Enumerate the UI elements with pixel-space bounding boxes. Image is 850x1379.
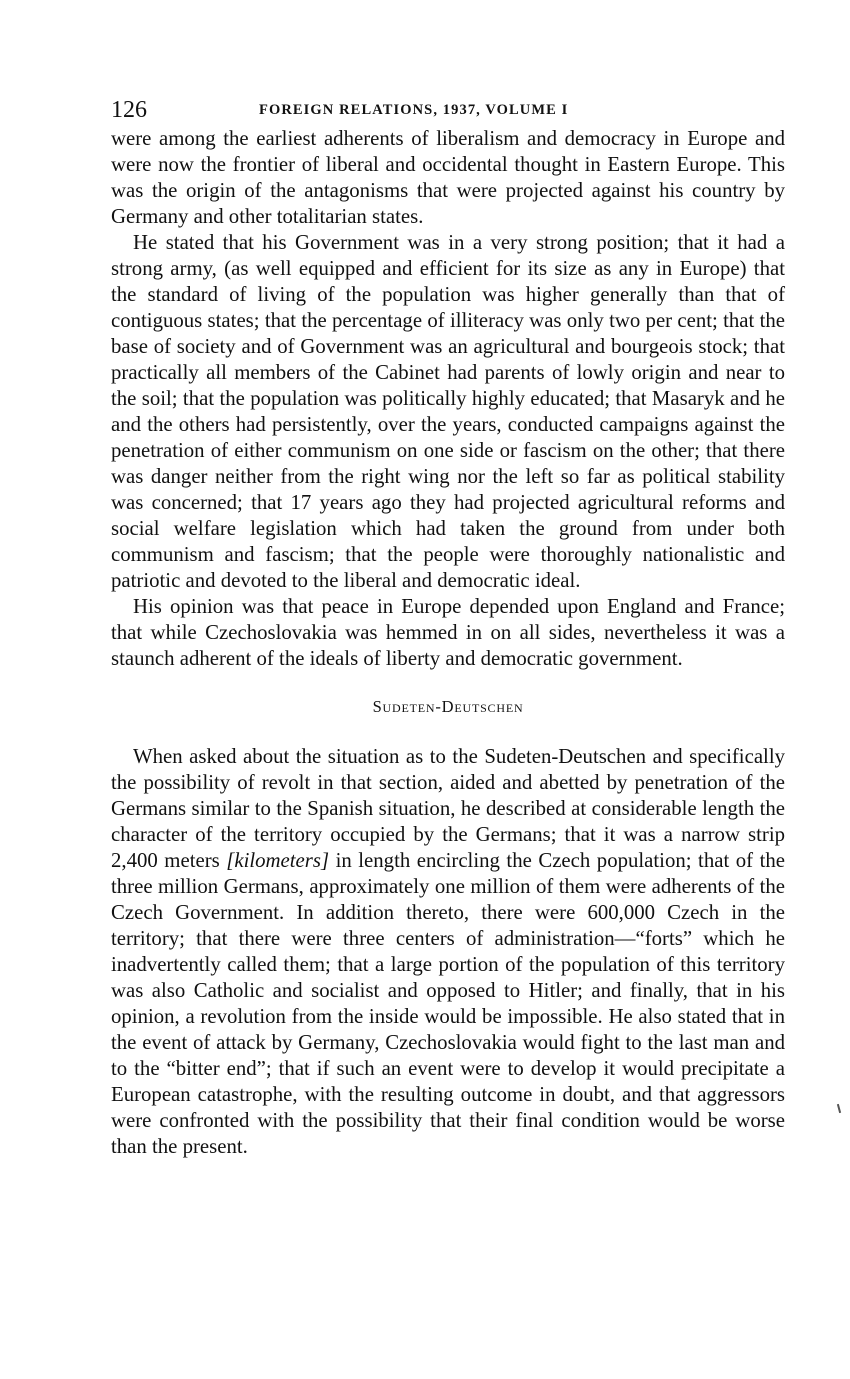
paragraph-peace-opinion: His opinion was that peace in Europe depended upon England and France; that while Czechoslovakia was hemmed in on all sides, nevertheless it was a staunch adherent of the ideals of liberty and democratic government.: [111, 595, 785, 670]
editorial-insertion: [kilometers]: [226, 849, 330, 872]
document-page: [111, 94, 785, 1160]
paragraph-sudeten-part-1: When asked about the situation as to the Sudeten-Deutschen and specifically the possibility of revolt in that section, aided and abetted by penetration of the Germans similar to the Spanish situation, he described at considerable length the character of the territory occupied by the Germans; that it was a narrow strip 2,400 meters: [111, 745, 785, 872]
section-heading: [111, 694, 785, 720]
paragraph-government-position: He stated that his Government was in a very strong position; that it had a strong army, (as well equipped and efficient for its size as any in Europe) that the standard of living of the population was higher generally than that of contiguous states; that the percentage of illiteracy was only two per cent; that the base of society and of Government was an agricultural and bourgeois stock; that practically all members of the Cabinet had parents of lowly origin and near to the soil; that the population was politically highly educated; that Masaryk and he and the others had persistently, over the years, conducted campaigns against the penetration of either communism on one side or fascism on the other; that there was danger neither from the right wing nor the left so far as political stability was concerned; that 17 years ago they had projected agricultural reforms and social welfare legislation which had taken the ground from under both communism and fascism; that the people were thoroughly nationalistic and patriotic and devoted to the liberal and democratic ideal.: [111, 231, 785, 592]
running-title: FOREIGN RELATIONS, 1937, VOLUME I: [259, 102, 569, 118]
page-number: 126: [111, 97, 147, 123]
paragraph-sudeten: [111, 744, 785, 1160]
body-text: [111, 126, 785, 1160]
running-head: [111, 94, 785, 126]
margin-mark: [837, 1104, 841, 1113]
paragraph-continuation: were among the earliest adherents of liberalism and democracy in Europe and were now the frontier of liberal and occidental thought in Eastern Europe. This was the origin of the antagonisms that were projected against his country by Germany and other totalitarian states.: [111, 127, 785, 228]
paragraph-sudeten-part-2: in length encircling the Czech population; that of the three million Germans, approximately one million of them were adherents of the Czech Government. In addition thereto, there were 600,000 Czech in the territory; that there were three centers of administration—“forts” which he inadvertently called them; that a large portion of the population of this territory was also Catholic and socialist and opposed to Hitler; and finally, that in his opinion, a revolution from the inside would be impossible. He also stated that in the event of attack by Germany, Czechoslovakia would fight to the last man and to the “bitter end”; that if such an event were to develop it would precipitate a European catastrophe, with the resulting outcome in doubt, and that aggressors were confronted with the possibility that their final condition would be worse than the present.: [111, 849, 785, 1158]
section-heading-text: Sudeten-Deutschen: [372, 697, 524, 716]
